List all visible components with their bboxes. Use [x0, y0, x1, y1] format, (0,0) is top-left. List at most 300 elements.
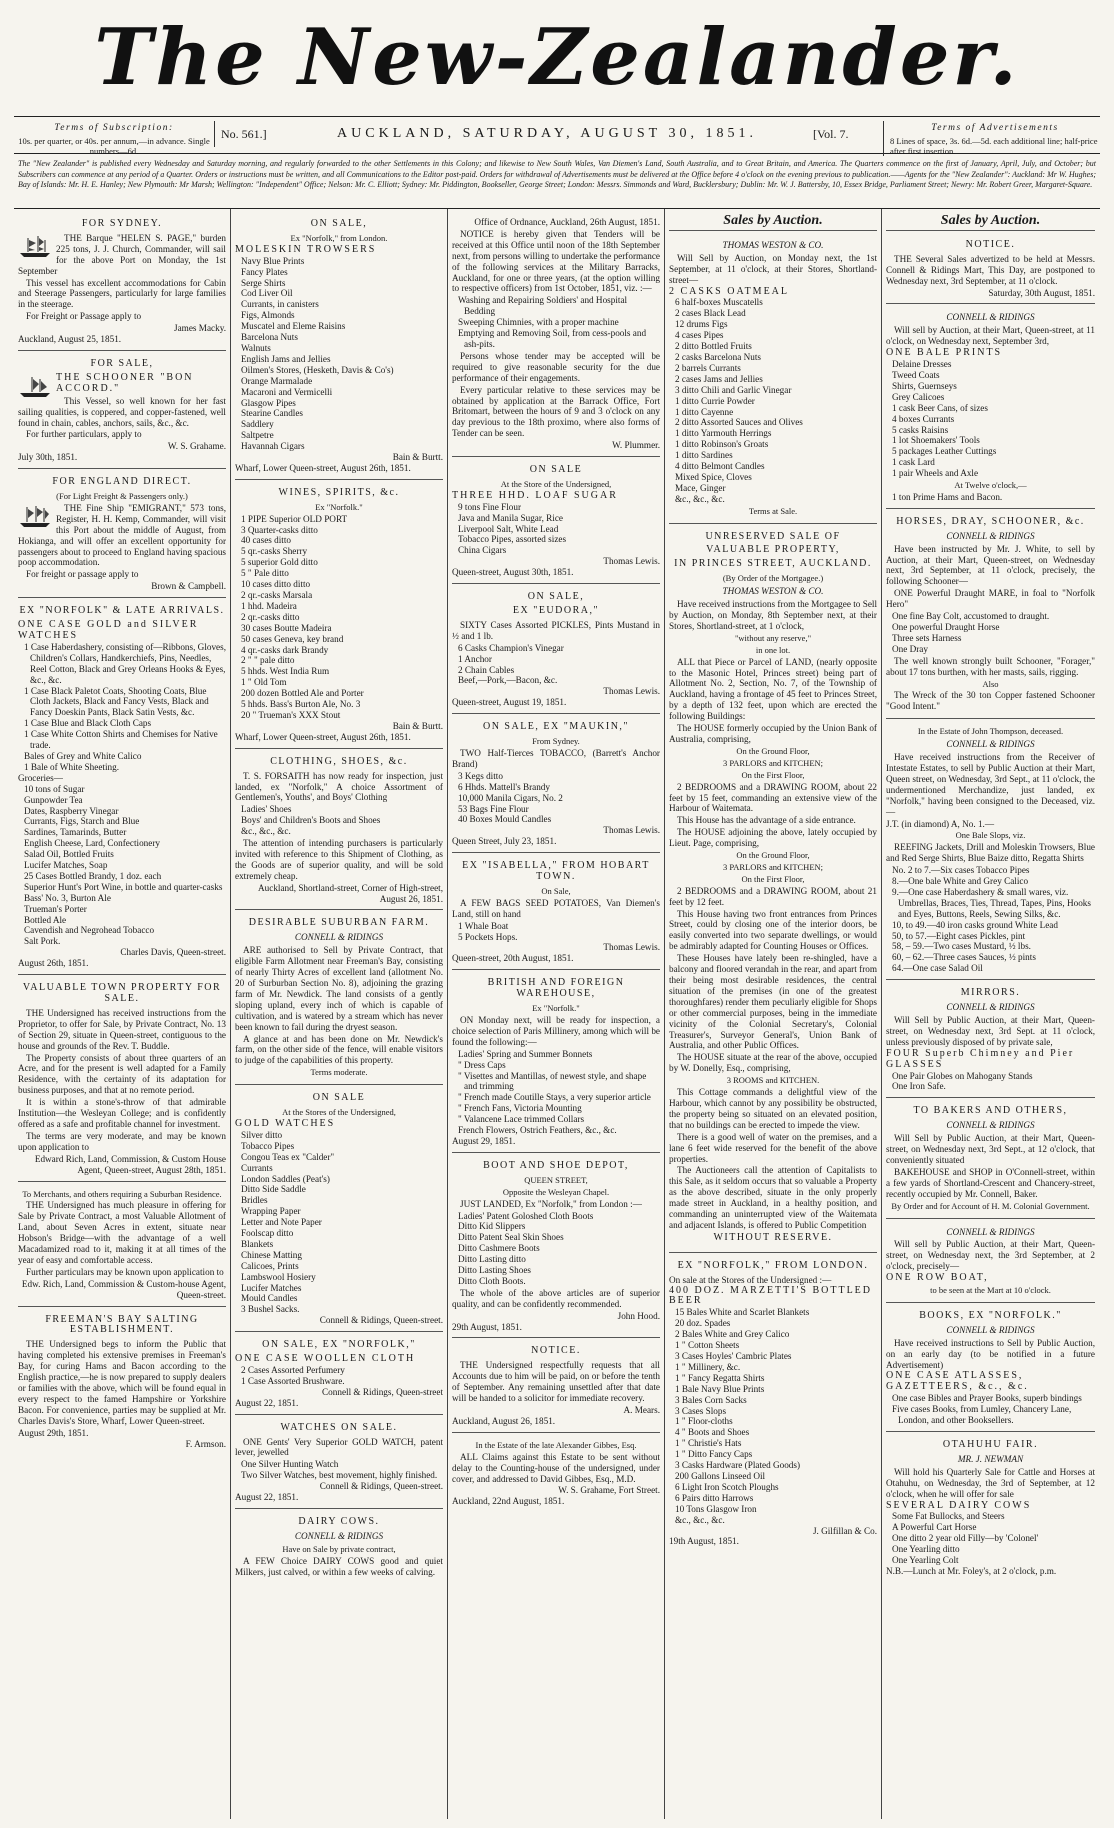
list-item: Ditto Lasting Shoes	[458, 1265, 531, 1276]
list-item: 30 cases Boutte Madeira	[241, 622, 332, 633]
list-item: Lucifer Matches, Soap	[24, 860, 108, 871]
signature: W. Plummer.	[612, 440, 660, 451]
list-item: 1 Case Assorted Brushware.	[241, 1375, 345, 1386]
date: August 26th, 1851.	[18, 958, 89, 969]
body: The terms are very moderate, and may be known upon application to	[18, 1130, 226, 1152]
list-item: Mould Candles	[241, 1293, 298, 1304]
subheading: (For Light Freight & Passengers only.)	[56, 491, 188, 502]
ad-wines	[235, 483, 443, 749]
list-item: 2 Cases Assorted Perfumery	[241, 1365, 345, 1375]
auctioneer: CONNELL & RIDINGS	[946, 739, 1035, 750]
list-item: Barcelona Nuts	[241, 332, 298, 343]
list-item: 12 drums Figs	[675, 319, 728, 330]
list-item: English Cheese, Lard, Confectionery	[24, 838, 160, 849]
room-line: On the First Floor,	[741, 873, 805, 884]
list-item: 5 hhds. Bass's Burton Ale, No. 3	[241, 699, 361, 710]
auctioneer: CONNELL & RIDINGS	[294, 1530, 384, 1541]
list-item: A Powerful Cart Horse	[892, 1522, 977, 1533]
ad-british-warehouse	[452, 973, 660, 1153]
lead-item: 400 DOZ. MARZETTI'S BOTTLED BEER	[669, 1284, 873, 1307]
list-item: Three sets Harness	[892, 632, 962, 643]
ad-postponed-notice	[886, 235, 1095, 305]
vessel-name: THE SCHOONER "BON ACCORD."	[56, 371, 194, 394]
lead-item: MOLESKIN TROWSERS	[235, 243, 377, 255]
list-item: Ditto Cashmere Boots	[458, 1243, 540, 1254]
body: Will Sell by Public Auction, at their Mart, Queen-street, on Wednesday next, 3rd Sept. at 11 o'clock, unless previously disposed of by private sale,	[886, 1015, 1095, 1047]
subheading: "without any reserve,"	[734, 632, 812, 643]
list-item: Currants	[241, 1162, 273, 1173]
date: August 22, 1851.	[235, 1492, 299, 1503]
heading: In the Estate of the late Alexander Gibbes, Esq.	[475, 1439, 637, 1450]
list-item: Muscatel and Eleme Raisins	[241, 321, 346, 332]
list-item: One ditto 2 year old Filly—by 'Colonel'	[892, 1533, 1039, 1544]
list-item: Ladies' Shoes	[241, 804, 292, 815]
masthead-title: The New-Zealander.	[94, 12, 1020, 103]
body: ALL that Piece or Parcel of LAND, (nearly opposite to the Masonic Hotel, Princes street) being part of Allotment No. 2, Section, No. 7, of the Township of Auckland, having a frontage of 45 feet to Princes Street, by a depth of 132 feet, upon which are erected the following Buildings:	[669, 656, 877, 722]
subheading: At the Stores of the Undersigned,	[282, 1107, 396, 1118]
date: August 22, 1851.	[235, 1397, 299, 1408]
body: Every particular relative to these services may be obtained by application at the Barrack Office, Fort Britomart, between the hours of 9 and 3 o'clock on any day previous to the 18th proximo, where also forms of Tender can be seen.	[452, 384, 660, 439]
ad-maukin	[452, 717, 660, 853]
subheading: QUEEN STREET,	[524, 1174, 588, 1185]
list-item: Havannah Cigars	[241, 441, 305, 452]
lead-item: GOLD WATCHES	[235, 1117, 336, 1129]
list-item: One case Bibles and Prayer Books, superb bindings	[892, 1393, 1082, 1404]
list-item: Dates, Raspberry Vinegar	[24, 805, 119, 816]
signature: Thomas Lewis.	[603, 942, 660, 953]
date: Auckland, 22nd August, 1851.	[452, 1496, 565, 1507]
list-item: 1 Whale Boat	[458, 920, 509, 931]
date: Queen-street, August 30th, 1851.	[452, 567, 574, 578]
dateline: AUCKLAND, SATURDAY, AUGUST 30, 1851.	[337, 126, 757, 141]
ad-watches-sale	[235, 1418, 443, 1509]
ad-gold-watches	[235, 1088, 443, 1332]
list-item: 1 Case Haberdashery, consisting of—Ribbons, Gloves, Children's Collars, Handkerchiefs, Pins, Needles, Reel Cotton, Black and Grey Orleans Hooks & Eyes, &c., &c.	[24, 641, 227, 685]
list-item: 1 ditto Sardines	[675, 450, 733, 461]
heading: EX "NORFOLK" & LATE ARRIVALS.	[19, 605, 225, 617]
body: ARE authorised to Sell by Private Contract, that eligible Farm Allotment near Freeman's Bay, consisting of nearly Thirty Acres of excellent land (allotment No. 20 of Surburban Section No. 8), adjoining the grazing farm of Mr. Newdick. The land consists of a gently sloping upland, every inch of which is capable of cultivation, and is watered by a stream which has never been known to fail during the dryest season.	[235, 945, 443, 1032]
lead-item: FOUR Superb Chimney and Pier GLASSES	[886, 1047, 1075, 1070]
list-item: Shirts, Guernseys	[892, 380, 957, 391]
list-item: Tobacco Pipes	[241, 1140, 295, 1151]
heading: DESIRABLE SUBURBAN FARM.	[248, 917, 430, 929]
signature: Brown & Campbell.	[151, 581, 226, 592]
list-item: French Flowers, Ostrich Feathers, &c., &c.	[458, 1125, 617, 1136]
heading: FOR SALE,	[90, 357, 154, 369]
signature: John Hood.	[617, 1310, 660, 1321]
section-title: Sales by Auction.	[886, 216, 1095, 231]
body: This vessel has excellent accommodations for Cabin and Steerage Passengers, particularly for large families in the steerage.	[18, 277, 226, 310]
list-item: 5 hhds. West India Rum	[241, 666, 330, 677]
list-item: 1 " Ditto Fancy Caps	[675, 1449, 753, 1460]
list-item: Foolscap ditto	[241, 1228, 294, 1239]
list-item: One powerful Draught Horse	[892, 622, 1000, 632]
ad-clothing	[235, 752, 443, 911]
ad-suburban-farm	[235, 913, 443, 1085]
list-item: Blankets	[241, 1238, 274, 1249]
ad-freemans-bay	[18, 1310, 226, 1455]
heading: UNRESERVED SALE OF	[705, 530, 841, 542]
auctioneer: CONNELL & RIDINGS	[946, 1120, 1035, 1131]
signature: Bain & Burtt.	[392, 720, 443, 731]
list-item: Serge Shirts	[241, 277, 286, 288]
body: This House has the advantage of a side entrance.	[677, 815, 856, 826]
list-item: Bridles	[241, 1195, 268, 1206]
heading: HORSES, DRAY, SCHOONER, &c.	[896, 515, 1085, 527]
list-item: 3 Cases Slops	[675, 1405, 727, 1416]
list-item: 1 " Cotton Sheets	[675, 1340, 740, 1351]
list-item: 1 ditto Yarmouth Herrings	[675, 428, 772, 439]
list-item: 9.—One case Haberdashery & small wares, viz. Umbrellas, Braces, Ties, Thread, Tapes, Pins, Hooks and Eyes, Buttons, Reels, Sewing Silks, &c.	[892, 886, 1091, 919]
body: Further particulars may be known upon application to	[26, 1266, 224, 1277]
list-item: London Saddles (Peat's)	[241, 1173, 330, 1184]
list-item: 40 Boxes Mould Candles	[458, 814, 552, 825]
ad-moleskin	[235, 214, 443, 480]
list-item: Ditto Cloth Boots.	[458, 1275, 526, 1286]
list-item: Tweed Coats	[892, 369, 940, 380]
signature: Thomas Lewis.	[603, 825, 660, 836]
body: Will hold his Quarterly Sale for Cattle and Horses at Otahuhu, on Wednesday, the 3rd of September, at 12 o'clock, when he will offer for sale	[886, 1466, 1095, 1499]
ad-books	[886, 1306, 1095, 1432]
column-5	[882, 209, 1099, 1819]
heading: ON SALE, EX "MAUKIN,"	[482, 721, 630, 733]
list-item: 2 ditto Assorted Sauces and Olives	[675, 417, 803, 428]
signature: F. Armson.	[185, 1438, 226, 1449]
list-item: 1 " Old Tom	[241, 677, 287, 688]
list-item: Superior Hunt's Port Wine, in bottle and quarter-casks	[24, 881, 223, 892]
room-line: 3 PARLORS and KITCHEN;	[722, 757, 824, 768]
list-item: Chinese Matting	[241, 1249, 302, 1260]
list-item: 58, – 59.—Two cases Mustard, ½ lbs.	[892, 941, 1031, 952]
list-item: 10, to 49.—40 iron casks ground White Lead	[892, 919, 1058, 930]
body: Have received instructions from the Mortgagee to Sell by Auction, on Monday, 8th September next, at their Stores, Shortland-street, at 1 o'clock,	[669, 599, 877, 631]
list-item: Navy Blue Prints	[241, 255, 305, 266]
list-item: Some Fat Bullocks, and Steers	[892, 1511, 1005, 1522]
list-item: No. 2 to 7.—Six cases Tobacco Pipes	[892, 865, 1030, 876]
list-item: Currants, Figs, Starch and Blue	[24, 816, 140, 827]
heading: VALUABLE TOWN PROPERTY FOR SALE.	[22, 982, 222, 1004]
ship-icon	[18, 235, 52, 259]
list-item: 1 ditto Robinson's Groats	[675, 439, 769, 450]
list-item: 4 boxes Currants	[892, 413, 955, 424]
list-item: One Pair Globes on Mahogany Stands	[892, 1070, 1033, 1081]
ad-bakers	[886, 1101, 1095, 1218]
date: July 30th, 1851.	[18, 452, 78, 463]
body: The attention of intending purchasers is particularly invited with reference to this Shipment of Clothing, as the Goods are of superior quality, and will be sold extremely cheap.	[235, 838, 443, 881]
body: The Wreck of the 30 ton Copper fastened Schooner "Good Intent."	[886, 690, 1095, 712]
body: For freight or passage apply to	[26, 569, 139, 580]
date: August 29th, 1851.	[18, 1427, 89, 1438]
list-item: 40 cases ditto	[241, 535, 292, 546]
subscription-terms	[14, 121, 214, 156]
signature: W. S. Grahame, Fort Street.	[558, 1485, 660, 1496]
subheading: On Sale,	[541, 885, 571, 896]
list-item: Silver ditto	[241, 1129, 283, 1140]
room-line: On the Ground Floor,	[736, 745, 810, 756]
list-item: One Dray	[892, 643, 928, 654]
list-item: Letter and Note Paper	[241, 1217, 322, 1228]
ad-otahuhu-fair	[886, 1435, 1095, 1582]
body: Will sell by Auction, at their Mart, Queen-street, at 11 o'clock, on Wednesday next, September 3rd,	[886, 325, 1095, 347]
signature: Thomas Lewis.	[603, 556, 660, 567]
body: The HOUSE situate at the rear of the above, occupied by W. Donelly, Esq., comprising,	[669, 1052, 877, 1074]
auctioneer: CONNELL & RIDINGS	[946, 1002, 1035, 1013]
ship-icon	[18, 505, 52, 529]
list-item: 50, to 57.—Eight cases Pickles, pint	[892, 930, 1026, 941]
section-title: Sales by Auction.	[669, 216, 877, 231]
list-item: 3 Bales Corn Sacks	[675, 1394, 747, 1405]
list-item: 1 pair Wheels and Axle	[892, 468, 979, 479]
body: The Property consists of about three quarters of an Acre, and for the present is well adapted for a Family Residence, with the certainty of its adaptation for business purposes, and that at no remote period.	[18, 1052, 226, 1096]
list-item: Emptying and Removing Soil, from cess-pools and ash-pits.	[458, 328, 647, 349]
list-item: Ladies' Spring and Summer Bonnets	[458, 1048, 593, 1059]
ship-icon	[18, 375, 52, 399]
list-item: Sardines, Tamarinds, Butter	[24, 827, 127, 838]
ad-bale-prints	[886, 307, 1095, 508]
list-item: One Yearling ditto	[892, 1544, 960, 1555]
list-item: 6 Pairs ditto Harrows	[675, 1492, 754, 1503]
list-item: 6 Hhds. Mattell's Brandy	[458, 781, 550, 792]
list-item: 1 " Floor-cloths	[675, 1416, 733, 1427]
list-item: Trueman's Porter	[24, 903, 87, 914]
body: Persons whose tender may be accepted will be required to give reasonable security for the due performance of their engagements.	[452, 350, 660, 383]
heading: FREEMAN'S BAY SALTING ESTABLISHMENT.	[45, 1313, 199, 1336]
body: Will sell by Public Auction, at their Mart, Queen-street, on Wednesday next, the 3rd September, at 2 o'clock, precisely—	[886, 1239, 1095, 1272]
subheading: Opposite the Wesleyan Chapel.	[502, 1186, 610, 1197]
list-item: 10,000 Manila Cigars, No. 2	[458, 792, 563, 803]
list-item: Figs, Almonds	[241, 310, 295, 321]
body: ONE Gents' Very Superior GOLD WATCH, patent lever, jewelled	[235, 1436, 443, 1458]
info-bar	[14, 116, 1100, 154]
ad-town-property	[18, 978, 226, 1181]
list-item: Ditto Kid Slippers	[458, 1221, 526, 1232]
body: THE Undersigned respectfully requests that all Accounts due to him will be paid, on or before the tenth of September. Any remaining unsettled after that date will be handed to a solicitor for immediate recovery.	[452, 1360, 660, 1404]
date: Queen Street, July 23, 1851.	[452, 836, 557, 847]
body: A FEW BAGS SEED POTATOES, Van Diemen's Land, still on hand	[452, 897, 660, 919]
list-item: 1 Anchor	[458, 653, 492, 664]
advertisement-title: Terms of Advertisements	[931, 123, 1059, 133]
list-item: Java and Manila Sugar, Rice	[458, 512, 564, 523]
list-item: 25 Cases Bottled Brandy, 1 doz. each	[24, 870, 162, 881]
body: A FEW Choice DAIRY COWS good and quiet Milkers, just calved, or within a few weeks of calving.	[235, 1555, 443, 1577]
list-item: Ditto Lasting ditto	[458, 1254, 526, 1265]
list-item: One Iron Safe.	[892, 1081, 946, 1092]
subheading: At Twelve o'clock,—	[954, 480, 1027, 491]
list-item: Calicoes, Prints	[241, 1260, 299, 1271]
signature: Connell & Ridings, Queen-street.	[319, 1315, 443, 1326]
list-item: 1 " Millinery, &c.	[675, 1361, 741, 1372]
list-item: Bottled Ale	[24, 914, 67, 925]
subheading: From Sydney.	[532, 736, 580, 747]
subheading: to be seen at the Mart at 10 o'clock.	[930, 1285, 1051, 1296]
heading: WATCHES ON SALE.	[280, 1421, 398, 1433]
list-item: 5 packages Leather Cuttings	[892, 446, 997, 457]
list-item: Cavendish and Negrohead Tobacco	[24, 925, 155, 936]
list-item: 5 qr.-casks Sherry	[241, 546, 308, 557]
list-item: 20 " Trueman's XXX Stout	[241, 709, 341, 720]
groceries-label: Groceries—	[18, 772, 63, 783]
list-item: Mixed Spice, Cloves	[675, 471, 752, 482]
date: Saturday, 30th August, 1851.	[988, 287, 1095, 298]
heading: ON SALE	[529, 464, 583, 476]
subheading: Ex "Norfolk."	[315, 501, 363, 512]
body: Will Sell by Auction, on Monday next, the 1st September, at 11 o'clock, at their Stores, Shortland-street—	[669, 252, 877, 285]
list-item: 5 Pockets Hops.	[458, 931, 518, 942]
advertisement-text: 8 Lines of space, 3s. 6d.—5d. each additional line; half-price after first insertion.	[890, 136, 1098, 156]
auctioneer: THOMAS WESTON & CO.	[722, 586, 824, 597]
list-item: 3 Casks Hardware (Plated Goods)	[675, 1460, 801, 1471]
subheading: On sale at the Stores of the Undersigned :—	[669, 1274, 832, 1285]
list-item: 200 dozen Bottled Ale and Porter	[241, 688, 364, 699]
list-item: 10 Tons Glasgow Iron	[675, 1503, 757, 1514]
list-item: &c., &c., &c.	[675, 1514, 725, 1525]
list-item: 4 qr.-casks dark Brandy	[241, 644, 329, 655]
auctioneer: CONNELL & RIDINGS	[946, 530, 1035, 541]
ad-for-sydney	[18, 214, 226, 351]
body: THE Several Sales advertized to be held at Messrs. Connell & Ridings Mart, This Day, are postponed to Wednesday next, 3rd September, at 11 o'clock.	[886, 253, 1095, 286]
list-item: " Dress Caps	[458, 1059, 506, 1070]
ad-norfolk-arrivals	[18, 601, 226, 975]
lead-item: ONE BALE PRINTS	[886, 347, 1003, 359]
column-2	[231, 209, 448, 1819]
heading: FOR ENGLAND DIRECT.	[52, 476, 192, 488]
body: THE Undersigned has received instructions from the Proprietor, to offer for Sale, by Private Contract, No. 13 of Section 29, situate in Queen-street, contiguous to the house and grounds of the Rev. T. Buddle.	[18, 1007, 226, 1051]
ad-row-boat	[886, 1222, 1095, 1303]
body: This House having two front entrances from Princes Street, could by closing one of the interior doors, be easily converted into two separate dwellings, or would be admirably adapted for Counting Houses or Offices.	[669, 908, 877, 952]
subheading: in one lot.	[755, 644, 791, 655]
list-item: 1 lot Shoemakers' Tools	[892, 435, 980, 446]
date: 19th August, 1851.	[669, 1536, 739, 1547]
lead-item: ONE CASE ATLASSES, GAZETTEERS, &c., &c.	[886, 1370, 1029, 1393]
ad-england-direct	[18, 472, 226, 598]
list-item: 5 superior Gold ditto	[241, 557, 318, 568]
list-item: Boys' and Children's Boots and Shoes	[241, 815, 381, 826]
body: Will Sell by Public Auction, at their Mart, Queen-street, on Wednesday next, 3rd Sept., at 12 o'clock, that conveniently situated	[886, 1133, 1095, 1165]
date: 29th August, 1851.	[452, 1321, 522, 1332]
list-item: Oilmen's Stores, (Hesketh, Davis & Co's)	[241, 364, 394, 375]
list-item: Cod Liver Oil	[241, 288, 293, 299]
auctioneer: CONNELL & RIDINGS	[946, 1324, 1035, 1335]
body: REEFING Jackets, Drill and Moleskin Trowsers, Blue and Red Serge Shirts, Blue Baize ditto, Regatta Shirts	[886, 842, 1095, 864]
list-item: 53 Bags Fine Flour	[458, 803, 529, 814]
heading: ON SALE, EX "NORFOLK,"	[262, 1339, 416, 1351]
list-item: Stearine Candles	[241, 408, 303, 419]
list-item: 5 casks Raisins	[892, 424, 949, 435]
list-item: 2 cases Jams and Jellies	[675, 373, 763, 384]
lead-item: ONE CASE WOOLLEN CLOTH	[235, 1353, 416, 1365]
lead-item: SEVERAL DAIRY COWS	[886, 1499, 1032, 1511]
signature: J. Gilfillan & Co.	[812, 1525, 877, 1536]
list-item: 2 qr.-casks Marsala	[241, 590, 313, 600]
body: JUST LANDED, Ex "Norfolk," from London :—	[460, 1198, 642, 1209]
list-item: &c., &c., &c.	[241, 826, 291, 837]
body: TWO Half-Tierces TOBACCO, (Barrett's Anchor Brand)	[452, 747, 660, 769]
ad-horses-dray	[886, 512, 1095, 719]
signature: A. Mears.	[623, 1405, 660, 1415]
note: N.B.—Lunch at Mr. Foley's, at 2 o'clock, p.m.	[886, 1565, 1057, 1576]
heading: BOOT AND SHOE DEPOT,	[483, 1159, 629, 1171]
body: The HOUSE adjoining the above, lately occupied by Lieut. Page, comprising,	[669, 827, 877, 849]
heading: To Merchants, and others requiring a Suburban Residence.	[22, 1188, 222, 1199]
list-item: " French Fans, Victoria Mounting	[458, 1103, 582, 1114]
list-item: 1 " Fancy Regatta Shirts	[675, 1372, 765, 1383]
heading: VALUABLE PROPERTY,	[706, 544, 840, 556]
heading: ON SALE,	[527, 591, 585, 603]
list-item: &c., &c., &c.	[675, 493, 725, 504]
date: August 29, 1851.	[452, 1135, 516, 1146]
body: THE Barque "HELEN S. PAGE," burden 225 tons, J. J. Church, Commander, will sail for the above Port on Monday, the 1st September	[18, 232, 226, 276]
list-item: Five cases Books, from Lumley, Chancery Lane, London, and other Booksellers.	[892, 1404, 1072, 1426]
body: THE Fine Ship "EMIGRANT," 573 tons, Register, H. H. Kemp, Commander, will visit this Port about the middle of August, from Hokianga, and will offer an excellent opportunity for passengers about to proceed to England having spacious poop accommodation.	[18, 502, 226, 568]
list-item: 60, – 62.—Three cases Sauces, ½ pints	[892, 952, 1036, 963]
list-item: Ditto Patent Seal Skin Shoes	[458, 1232, 564, 1243]
body: ALL Claims against this Estate to be sent without delay to the Counting-house of the undersigned, under cover, and addressed to David Gibbes, Esq., M.D.	[452, 1451, 660, 1484]
list-item: Walnuts	[241, 342, 271, 353]
body: THE Undersigned has much pleasure in offering for Sale by Private Contract, a most Valuable Allotment of Land, about Seven Acres in extent, situate near Hobson's Bridge—with the advantage of a well Macadamized road to it, making it at all times of the year of easy and comfortable access.	[18, 1200, 226, 1265]
date: Office of Ordnance, Auckland, 26th August, 1851.	[474, 217, 660, 227]
list-item: 2 barrels Currants	[675, 362, 741, 373]
list-item: 3 Quarter-casks ditto	[241, 524, 318, 535]
signature: Thomas Lewis.	[603, 686, 660, 697]
body: Have received instructions to Sell by Public Auction, on an early day (to be notified in a future Advertisement)	[886, 1337, 1095, 1370]
list-item: Ladies' Patent Goloshed Cloth Boots	[458, 1210, 594, 1221]
heading: ON SALE	[312, 1092, 366, 1104]
body: These Houses have lately been re-shingled, have a balcony and floored verandah in the rear, and apart from their being most desirable residences, the central situation of the premises (in one of the greatest thoroughfares) render them peculiarly eligible for Shops or other commercial purposes, being in the immediate vicinity of the Colonial Secretary's, Colonial Treasurer's, Surveyor General's, Union Bank of Australia, and other Public Offices.	[669, 953, 877, 1051]
column-1	[14, 209, 231, 1819]
advertisement-terms	[883, 121, 1100, 156]
heading: EX "NORFOLK," FROM LONDON.	[677, 1259, 869, 1271]
list-item: Liverpool Salt, White Lead	[458, 523, 559, 534]
body: BAKEHOUSE and SHOP in O'Connell-street, within a few yards of Shortland-Crescent and Chancery-street, recently occupied by Mr. Connell, Baker.	[886, 1166, 1095, 1199]
auctioneer: CONNELL & RIDINGS	[946, 312, 1035, 323]
signature: James Macky.	[174, 323, 226, 334]
room-line: On the First Floor,	[741, 769, 805, 780]
list-item: Washing and Repairing Soldiers' and Hospital Bedding	[458, 295, 628, 317]
ad-weston-oatmeal	[669, 235, 877, 524]
list-item: 1 cask Beer Cans, of sizes	[892, 402, 988, 413]
list-item: Macaroni and Vermicelli	[241, 386, 333, 397]
list-item: Delaine Dresses	[892, 359, 952, 370]
list-item: 6 Light Iron Scotch Ploughs	[675, 1481, 779, 1492]
ad-mirrors	[886, 983, 1095, 1098]
column-4	[665, 209, 882, 1819]
list-item: 1 cask Lard	[892, 457, 935, 468]
heading: CLOTHING, SHOES, &c.	[270, 755, 408, 767]
list-item: " Visettes and Mantillas, of newest style, and shape and trimming	[458, 1070, 647, 1092]
signature: W. S. Grahame.	[167, 441, 226, 452]
list-item: 10 cases ditto ditto	[241, 579, 311, 590]
heading: WINES, SPIRITS, &c.	[278, 486, 400, 498]
subheading: Have on Sale by private contract,	[282, 1543, 396, 1554]
list-item: 2 Chain Cables	[458, 664, 515, 675]
lead-item: THREE HHD. LOAF SUGAR	[452, 489, 618, 501]
lead-item: ONE ROW BOAT,	[886, 1272, 989, 1284]
auctioneer: MR. J. NEWMAN	[957, 1453, 1024, 1464]
heading: FOR SYDNEY.	[81, 218, 163, 229]
signature: Charles Davis, Queen-street.	[120, 947, 226, 958]
list-item: 2 qr.-casks ditto	[241, 611, 300, 622]
list-item: 1 " Christie's Hats	[675, 1438, 742, 1449]
signature: Connell & Ridings, Queen-street.	[319, 1481, 443, 1492]
subscription-title: Terms of Subscription:	[54, 123, 174, 133]
list-item: 1 Bale of White Sheeting.	[24, 761, 120, 772]
ad-isabella	[452, 856, 660, 970]
auctioneer: THOMAS WESTON & CO.	[722, 239, 824, 250]
body: This Cottage commands a delightful view of the Harbour, which cannot by any possibility be obstructed, the property being so situated on an elevated position, that no buildings can be erected to impede the view.	[669, 1087, 877, 1130]
terms: Terms moderate.	[310, 1067, 368, 1078]
heading: TO BAKERS AND OTHERS,	[913, 1105, 1068, 1117]
body: A glance at and has been done on Mr. Newdick's farm, on the other side of the fence, will enable visitors to judge of the capabilities of this property.	[235, 1033, 443, 1066]
